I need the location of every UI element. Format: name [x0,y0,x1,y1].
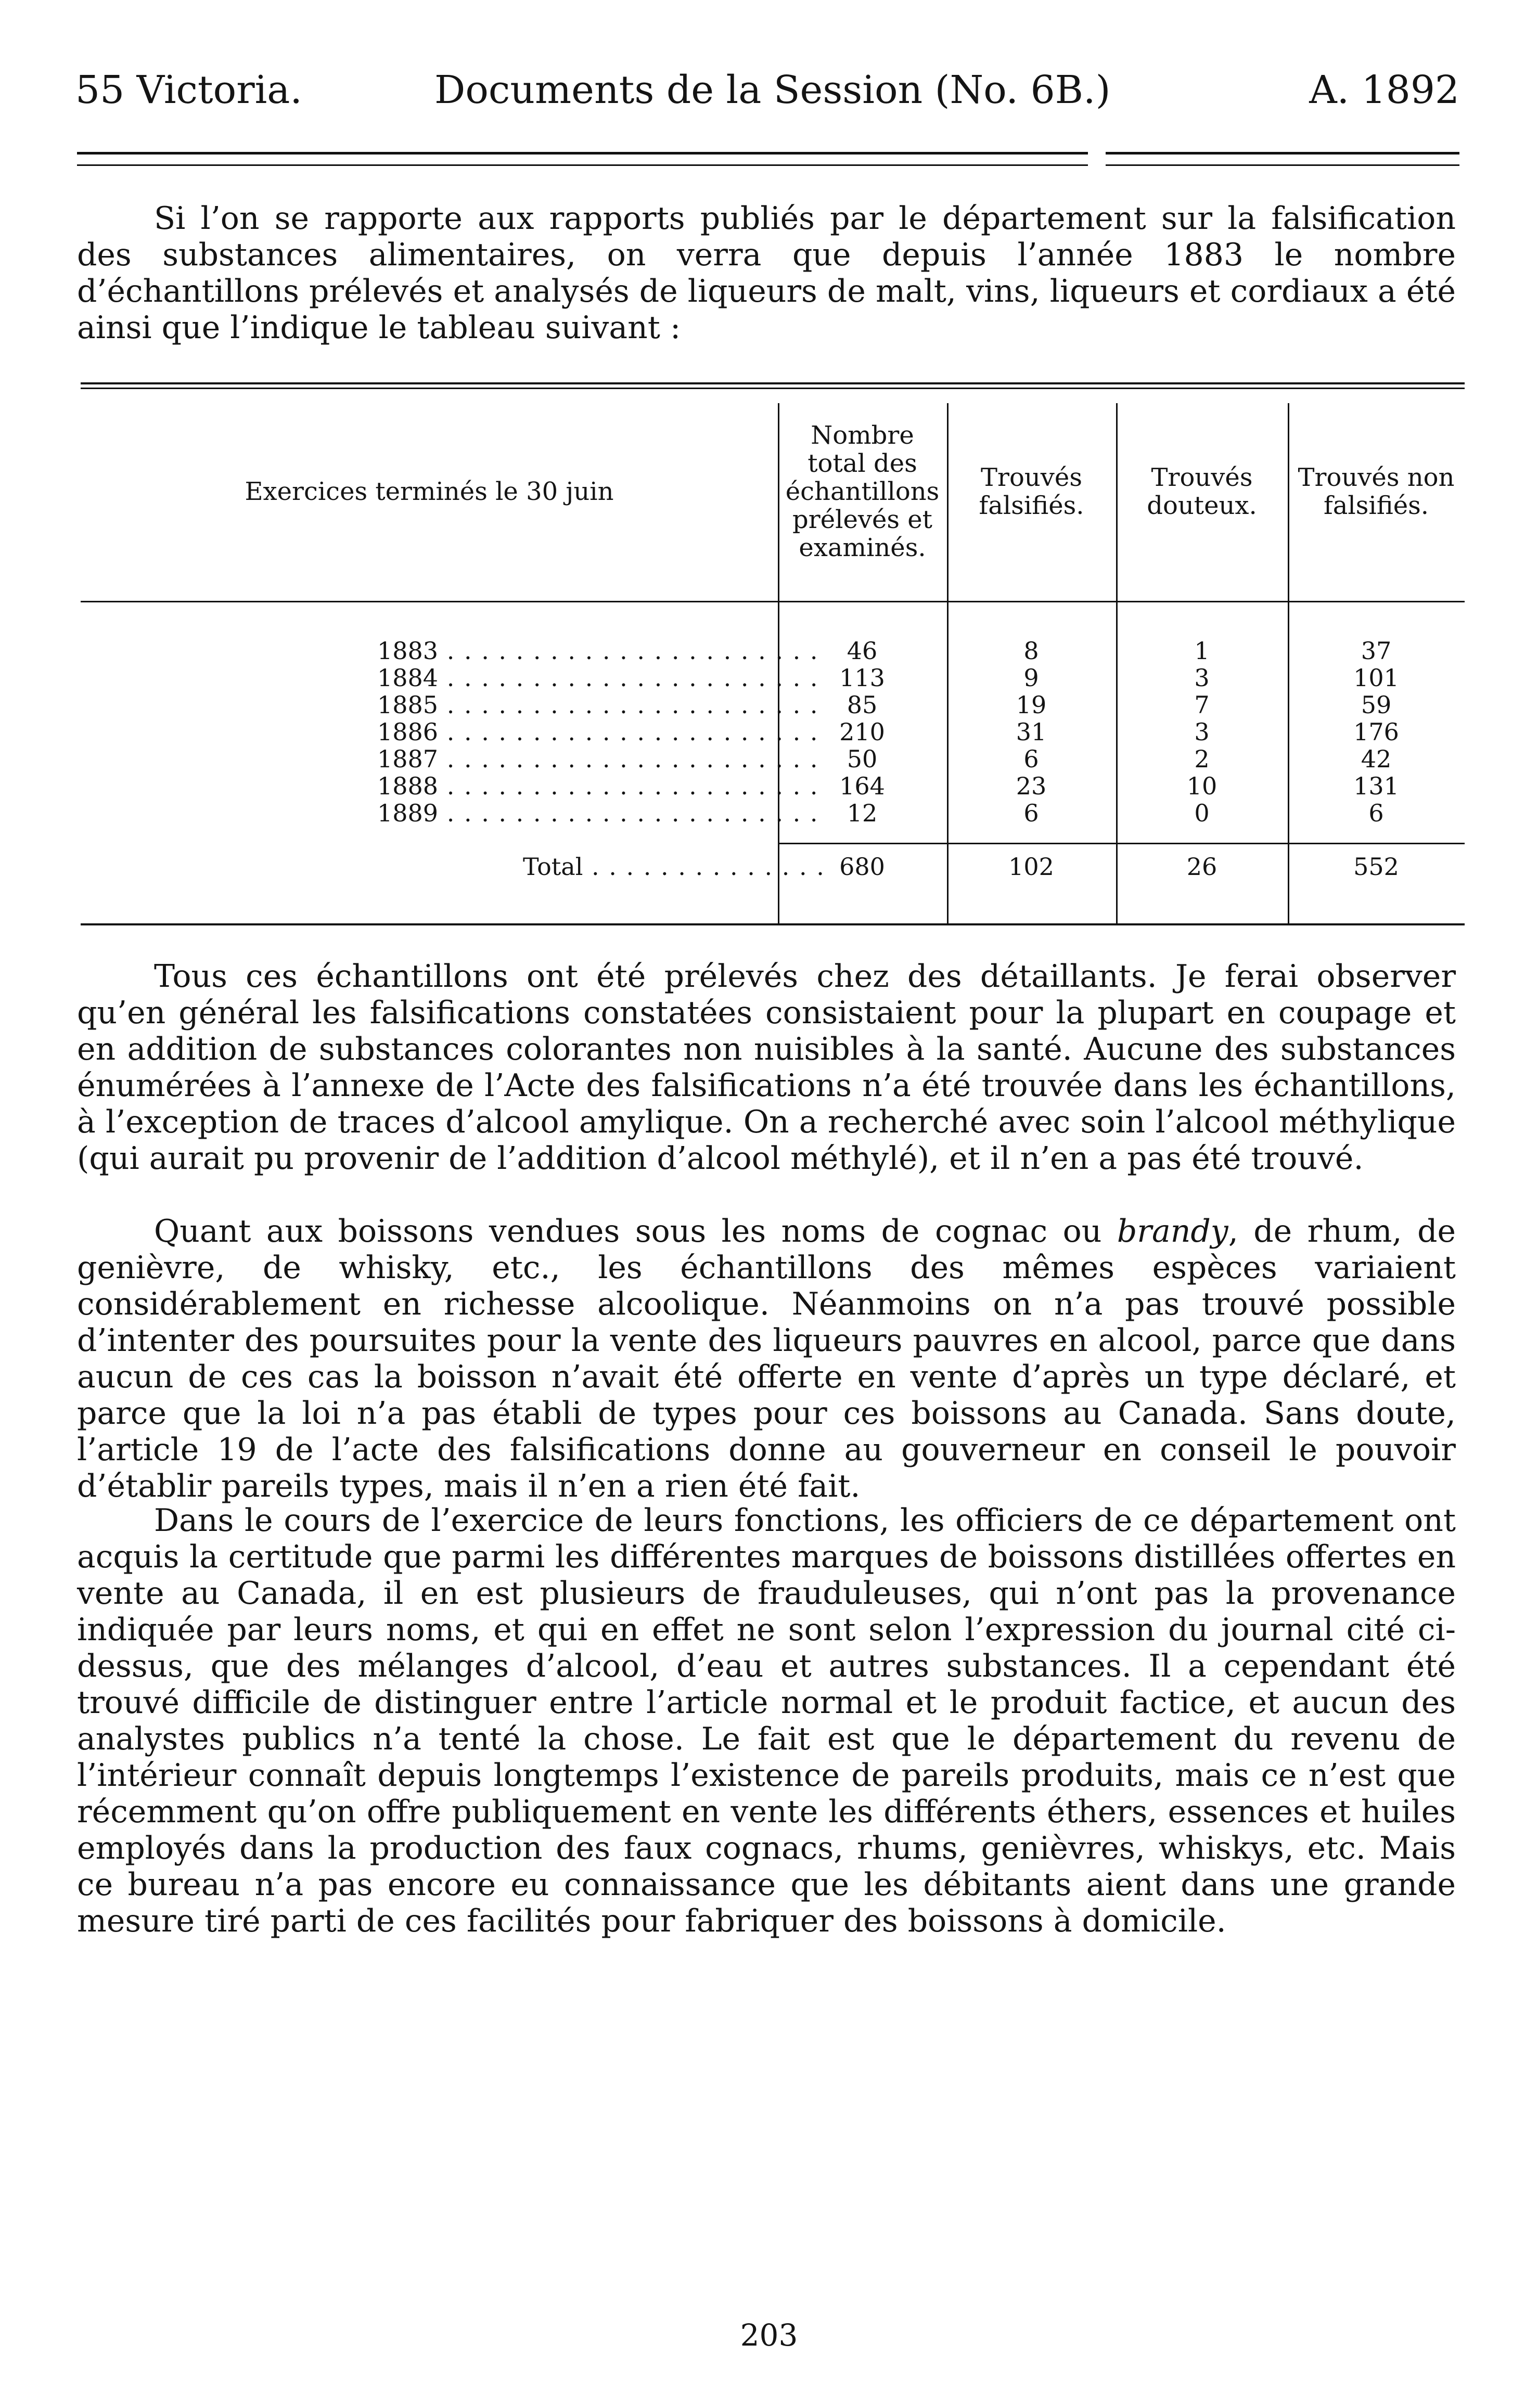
not-falsified-cell: 59 [1361,691,1392,719]
falsified-cell: 19 [1016,691,1047,719]
total-cell: 46 [847,637,878,665]
page-number: 203 [740,2317,798,2353]
year-cell: 1884 . . . [377,664,822,691]
not-falsified-cell: 101 [1353,664,1399,692]
doubtful-cell: 10 [1186,772,1217,800]
header-rule-left-top [77,152,1088,154]
falsified-cell: 9 [1023,664,1039,692]
header-not-falsified: Trouvés non falsifiés. [1298,463,1455,520]
table-row [81,664,1465,691]
header-rule-left-bottom [77,164,1088,166]
header-doubtful: Trouvés douteux. [1147,463,1257,520]
doubtful-cell: 3 [1194,664,1210,692]
doubtful-cell: 26 [1186,853,1217,881]
total-cell: 50 [847,745,878,773]
paragraph-spirits-italic: brandy [1117,1213,1228,1250]
not-falsified-cell: 176 [1353,718,1399,746]
falsified-cell: 31 [1016,718,1047,746]
header-title: Documents de la Session (No. 6B.) [434,68,1111,112]
total-label: Total . . . [523,853,822,880]
year-cell: 1886 . . . [377,718,822,745]
header-rule-right-bottom [1106,164,1459,166]
paragraph-samples: Tous ces échantillons ont été prélevés chez des détaillants. Je ferai observer qu’en général les falsifications constatées consistaient pour la plupart en coupage et en addition de substances colorantes non nuisibles à la santé. Aucune des substances énumérées à l’annexe de l’Acte des falsifications n’a été trouvée dans les échantillons, à l’exception de traces d’alcool amylique. On a recherché avec soin l’alcool méthylique (qui aurait pu provenir de l’addition d’alcool méthylé), et il n’en a pas été trouvé. [77,958,1456,1177]
header-volume: 55 Victoria. [75,68,302,112]
total-cell: 164 [839,772,885,800]
table-top-rule [81,382,1465,384]
year-cell: 1888 . . . [377,772,822,800]
falsified-cell: 6 [1023,799,1039,827]
header-total: Nombre total des échantillons prélevés et examinés. [785,421,940,562]
year-cell: 1885 . . . [377,691,822,718]
samples-table [81,382,1465,929]
table-row [81,800,1465,827]
falsified-cell: 6 [1023,745,1039,773]
falsified-cell: 102 [1008,853,1054,881]
paragraph-fraud: Dans le cours de l’exercice de leurs fonctions, les officiers de ce département ont acquis la certitude que parmi les différentes marques de boissons distillées offertes en vente au Canada, il en est plusieurs de frauduleuses, qui n’ont pas la provenance indiquée par leurs noms, et qui en effet ne sont selon l’expression du journal cité ci-dessus, que des mélanges d’alcool, d’eau et autres substances. Il a cependant été trouvé difficile de distinguer entre l’article normal et le produit factice, et aucun des analystes publics n’a tenté la chose. Le fait est que le département du revenu de l’intérieur connaît depuis longtemps l’existence de pareils produits, mais ce n’est que récemment qu’on offre publiquement en vente les différents éthers, essences et huiles employés dans la production des faux cognacs, rhums, genièvres, whiskys, etc. Mais ce bureau n’a pas encore eu connaissance que les débitants aient dans une grande mesure tiré parti de ces facilités pour fabriquer des boissons à domicile. [77,1502,1456,1939]
year-cell: 1889 . . . [377,800,822,827]
year-cell: 1887 . . . [377,745,822,772]
total-rule [778,843,1465,844]
table-bottom-rule [81,923,1465,925]
header-rule-right-top [1106,152,1459,154]
table-row [81,745,1465,772]
table-row [81,691,1465,718]
not-falsified-cell: 42 [1361,745,1392,773]
total-cell: 210 [839,718,885,746]
header-period: Exercices terminés le 30 juin [245,477,614,506]
doubtful-cell: 3 [1194,718,1210,746]
not-falsified-cell: 552 [1353,853,1399,881]
table-row [81,718,1465,745]
paragraph-spirits [77,1213,1456,1504]
table-top-rule-inner [81,388,1465,389]
total-cell: 680 [839,853,885,881]
doubtful-cell: 0 [1194,799,1210,827]
table-row [81,772,1465,800]
total-cell: 113 [839,664,885,692]
table-row [81,637,1465,664]
not-falsified-cell: 131 [1353,772,1399,800]
falsified-cell: 8 [1023,637,1039,665]
header-body-rule [81,601,1465,602]
total-cell: 12 [847,799,878,827]
intro-paragraph: Si l’on se rapporte aux rapports publiés par le département sur la falsification des substances alimentaires, on verra que depuis l’année 1883 le nombre d’échantillons prélevés et analysés de liqueurs de malt, vins, liqueurs et cordiaux a été ainsi que l’indique le tableau suivant : [77,200,1456,346]
falsified-cell: 23 [1016,772,1047,800]
running-header [75,61,1459,119]
doubtful-cell: 2 [1194,745,1210,773]
doubtful-cell: 7 [1194,691,1210,719]
not-falsified-cell: 37 [1361,637,1392,665]
table-total-row [81,853,1465,880]
doubtful-cell: 1 [1194,637,1210,665]
paragraph-spirits-part2: , de rhum, de genièvre, de whisky, etc., les échantillons des mêmes espèces variaient considérablement en richesse alcoolique. Néanmoins on n’a pas trouvé possible d’intenter des poursuites pour la vente des liqueurs pauvres en alcool, parce que dans aucun de ces cas la boisson n’avait été offerte en vente d’après un type déclaré, et parce que la loi n’a pas établi de types pour ces boissons au Canada. Sans doute, l’article 19 de l’acte des falsifications donne au gouverneur en conseil le pouvoir d’établir pareils types, mais il n’en a rien été fait. [77,1213,1456,1504]
not-falsified-cell: 6 [1368,799,1384,827]
year-cell: 1883 . . . [377,637,822,664]
paragraph-spirits-part1: Quant aux boissons vendues sous les noms de cognac ou [154,1213,1117,1250]
total-cell: 85 [847,691,878,719]
header-year: A. 1892 [1309,68,1459,112]
header-falsified: Trouvés falsifiés. [979,463,1084,520]
